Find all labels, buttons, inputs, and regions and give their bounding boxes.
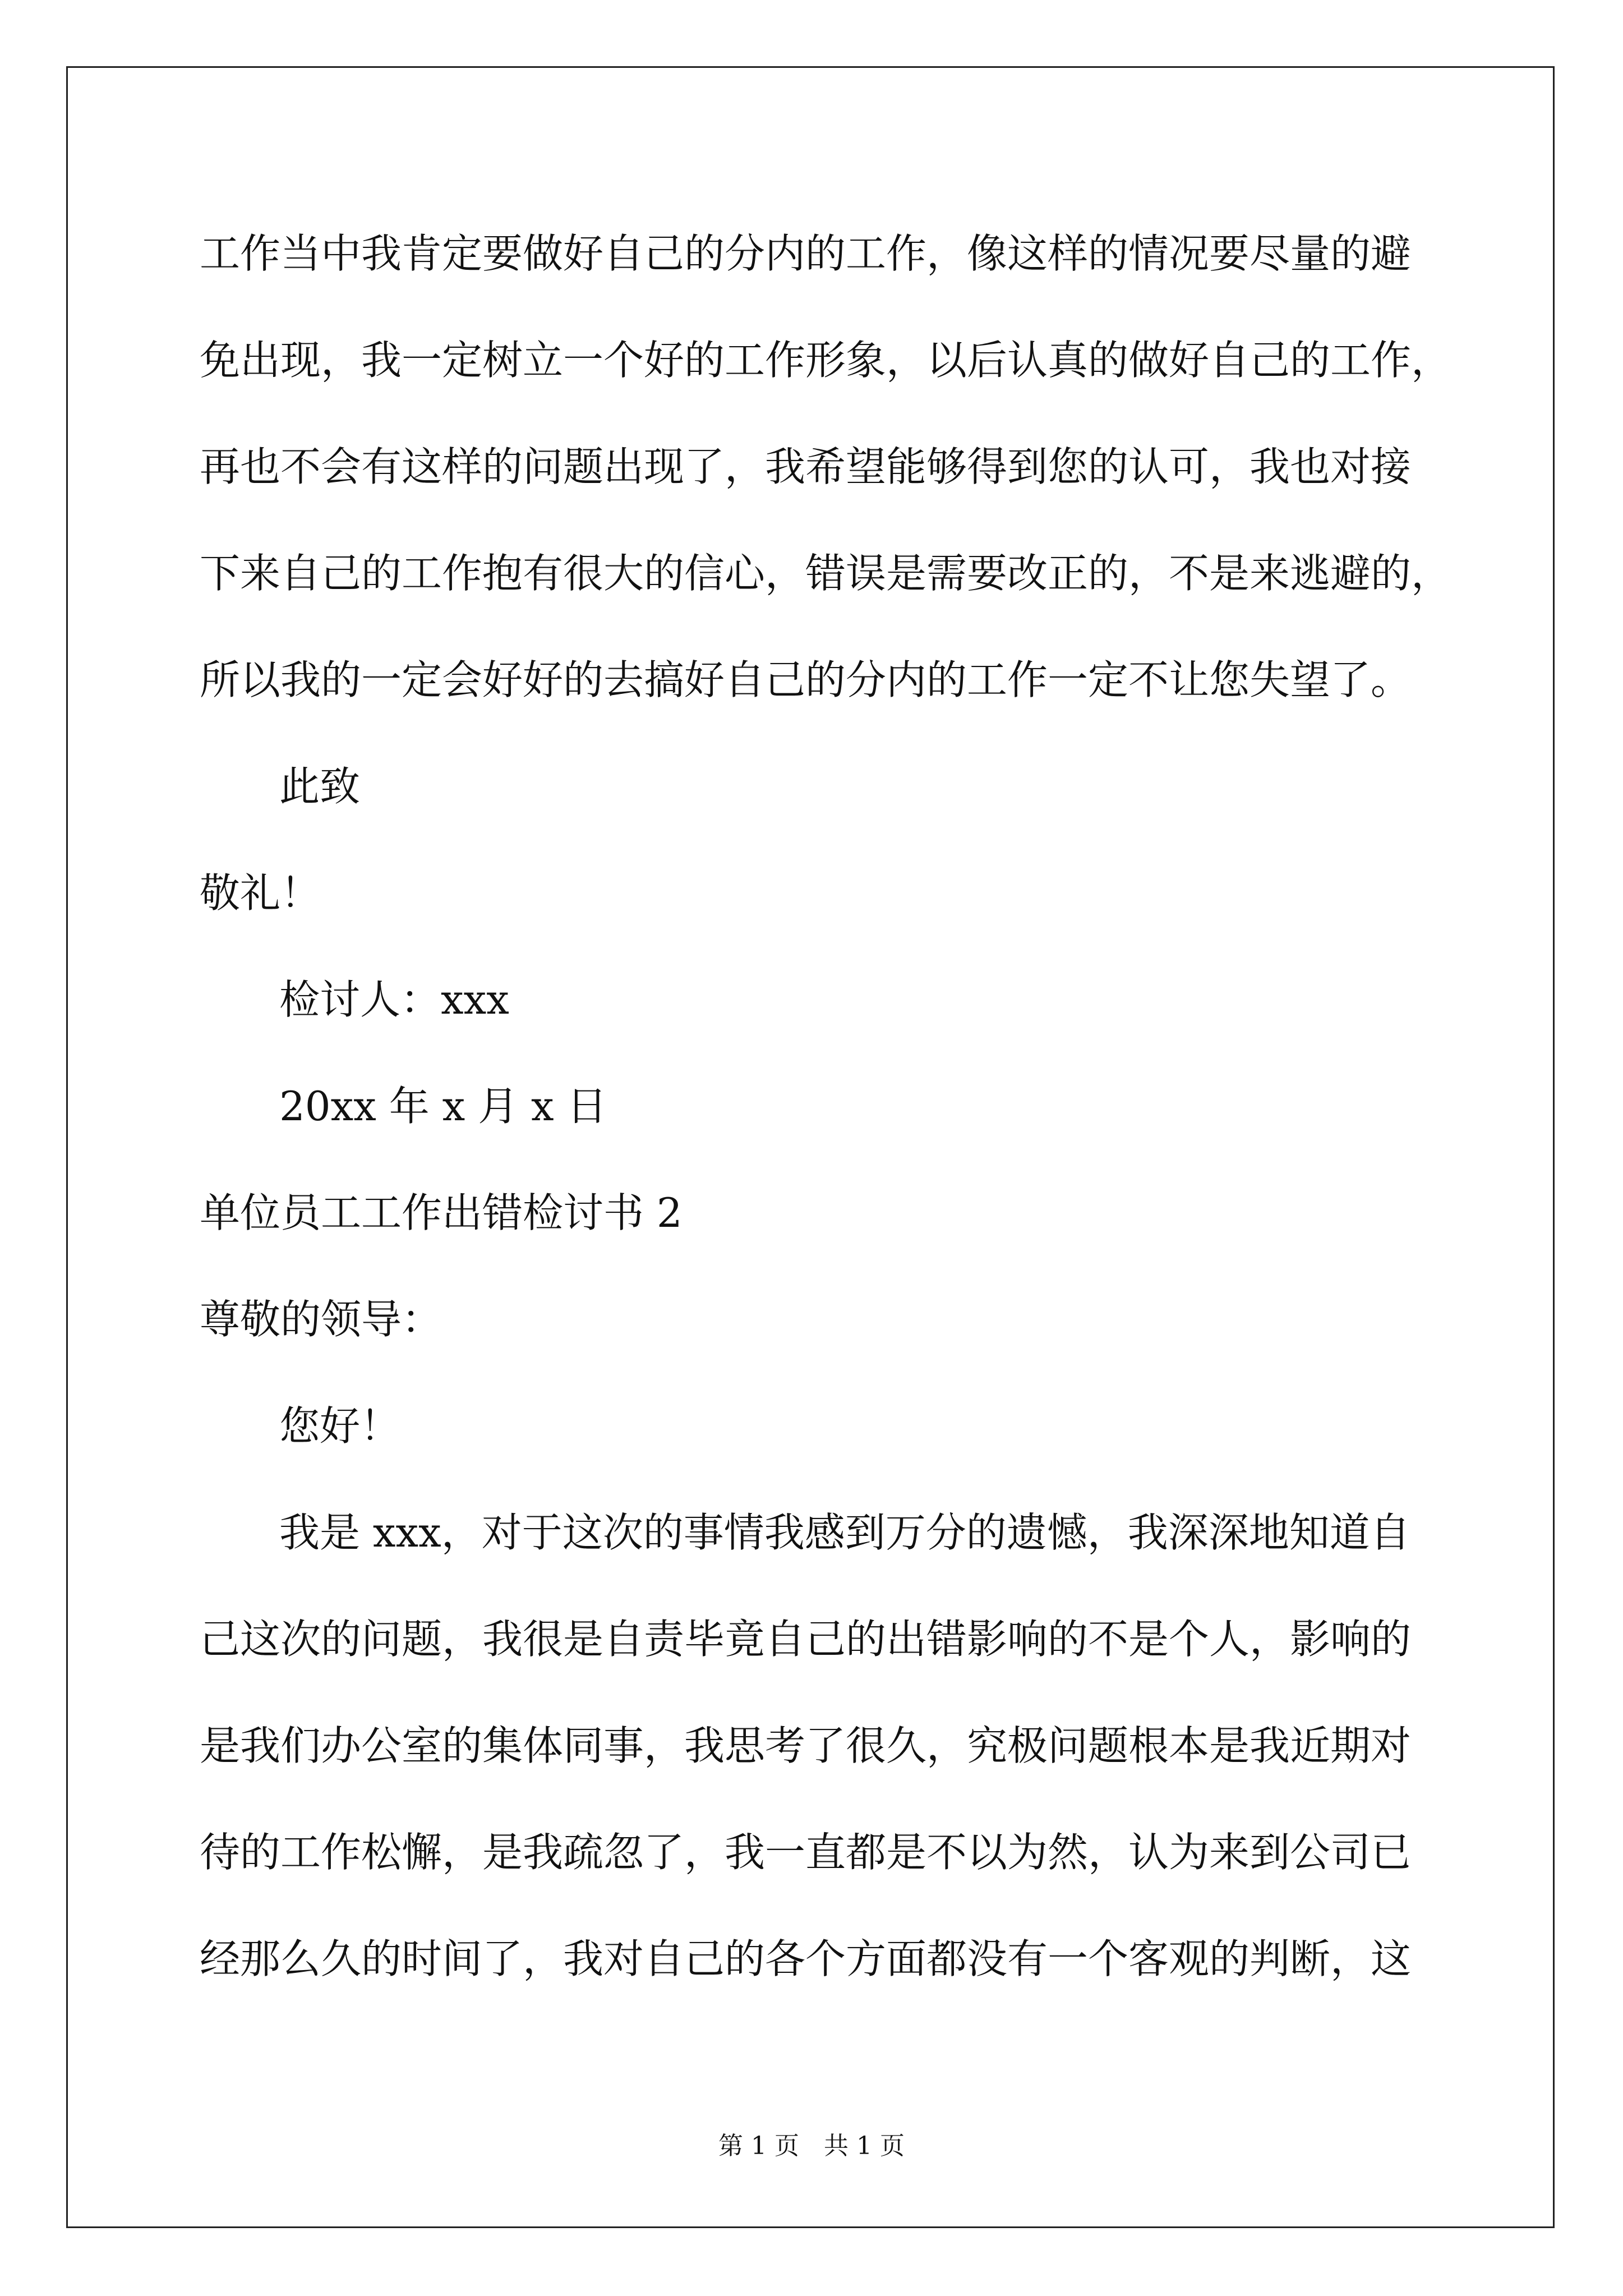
page-footer: 第 1 页 共 1 页 — [718, 2132, 905, 2160]
text-line: 是我们办公室的集体同事，我思考了很久，究极问题根本是我近期对 — [200, 1722, 1412, 1769]
document-body — [200, 0, 1452, 2132]
date-line: 20xx 年 x 月 x 日 — [279, 1083, 607, 1130]
salutation-regards: 敬礼！ — [200, 869, 321, 917]
text-line: 再也不会有这样的问题出现了，我希望能够得到您的认可，我也对接 — [200, 443, 1412, 490]
text-line: 免出现，我一定树立一个好的工作形象，以后认真的做好自己的工作， — [200, 337, 1452, 384]
signature-line: 检讨人：xxx — [279, 976, 509, 1023]
text-line: 我是 xxx，对于这次的事情我感到万分的遗憾，我深深地知道自 — [279, 1509, 1410, 1556]
text-line: 所以我的一定会好好的去搞好自己的分内的工作一定不让您失望了。 — [200, 656, 1412, 703]
text-line: 待的工作松懈，是我疏忽了，我一直都是不以为然，认为来到公司已 — [200, 1829, 1412, 1876]
text-line: 工作当中我肯定要做好自己的分内的工作，像这样的情况要尽量的避 — [200, 230, 1412, 277]
greeting-recipient: 尊敬的领导： — [200, 1296, 442, 1343]
text-line: 下来自己的工作抱有很大的信心，错误是需要改正的，不是来逃避的， — [200, 550, 1452, 597]
greeting-hello: 您好！ — [279, 1402, 401, 1450]
salutation-closing: 此致 — [279, 763, 361, 810]
text-line: 己这次的问题，我很是自责毕竟自己的出错影响的不是个人，影响的 — [200, 1616, 1412, 1663]
section-title: 单位员工工作出错检讨书 2 — [200, 1189, 683, 1236]
text-line: 经那么久的时间了，我对自己的各个方面都没有一个客观的判断，这 — [200, 1935, 1412, 1982]
